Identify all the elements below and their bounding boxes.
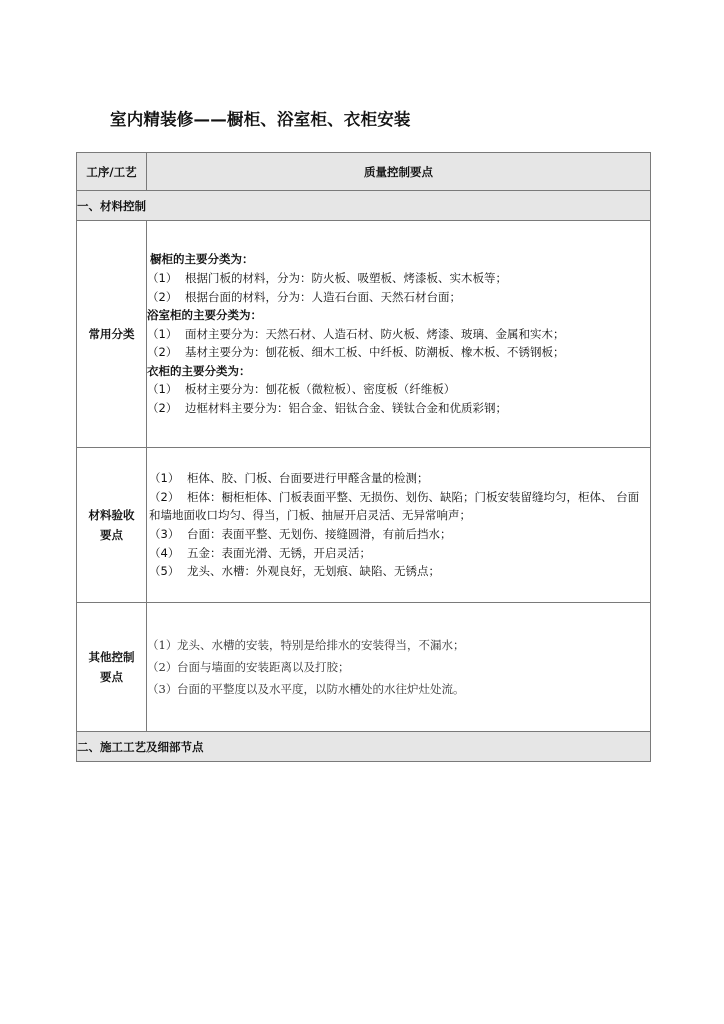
list-item: （1）龙头、水槽的安装，特别是给排水的安装得当，不漏水； bbox=[147, 638, 465, 652]
list-item: （1） 面材主要分为：天然石材、人造石材、防火板、烤漆、玻璃、金属和实木； bbox=[147, 326, 565, 341]
table-row-material-inspection bbox=[77, 448, 651, 603]
wardrobe-heading: 衣柜的主要分类为： bbox=[147, 363, 251, 378]
list-item: （2） 柜体：橱柜柜体、门板表面平整、无损伤、划伤、缺陷；门板安装留缝均匀，柜体、 台面和墙地面收口均匀、得当，门板、抽屉开启灵活、无异常响声； bbox=[149, 489, 640, 523]
list-item: （3） 台面：表面平整、无划伤、接缝圆滑，有前后挡水； bbox=[149, 527, 452, 541]
list-item: （1） 板材主要分为：刨花板（微粒板）、密度板（纤维板） bbox=[147, 382, 456, 397]
list-item: （2）台面与墙面的安装距离以及打胶； bbox=[147, 660, 350, 674]
section-row-material-control bbox=[77, 191, 651, 221]
row-label-common-categories: 常用分类 bbox=[77, 221, 147, 448]
list-item: （5） 龙头、水槽：外观良好，无划痕、缺陷、无锈点； bbox=[149, 564, 440, 579]
list-item: （2） 边框材料主要分为：铝合金、铝钛合金、镁钛合金和优质彩钢； bbox=[147, 401, 507, 416]
bath-cabinet-heading: 浴室柜的主要分类为： bbox=[147, 308, 262, 323]
list-item: （2） 根据台面的材料，分为：人造石台面、天然石材台面； bbox=[147, 289, 461, 304]
header-process: 工序/工艺 bbox=[77, 153, 147, 191]
list-item: （1） 根据门板的材料，分为：防火板、吸塑板、烤漆板、实木板等； bbox=[147, 270, 507, 285]
cabinet-heading: 橱柜的主要分类为： bbox=[150, 252, 254, 267]
row-content-material-inspection bbox=[147, 448, 651, 603]
row-label-other-control: 其他控制 要点 bbox=[77, 603, 147, 732]
section-title-material-control: 一、材料控制 bbox=[77, 191, 651, 221]
table-row-other-control bbox=[77, 603, 651, 732]
list-item: （2） 基材主要分为：刨花板、细木工板、中纤板、防潮板、橡木板、不锈钢板； bbox=[147, 345, 565, 360]
list-item: （3）台面的平整度以及水平度，以防水槽处的水往炉灶处流。 bbox=[147, 682, 465, 696]
row-label-material-inspection: 材料验收 要点 bbox=[77, 448, 147, 603]
quality-control-table bbox=[76, 152, 651, 762]
table-row-common-categories bbox=[77, 221, 651, 448]
list-item: （1） 柜体、胶、门板、台面要进行甲醛含量的检测； bbox=[149, 471, 429, 486]
section-row-construction-process bbox=[77, 732, 651, 762]
table-header-row bbox=[77, 153, 651, 191]
section-title-construction-process: 二、施工工艺及细部节点 bbox=[77, 732, 651, 762]
header-quality-points: 质量控制要点 bbox=[147, 153, 651, 191]
row-content-other-control bbox=[147, 603, 651, 732]
page-title: 室内精装修——橱柜、浴室柜、衣柜安装 bbox=[110, 110, 411, 129]
row-content-common-categories bbox=[147, 221, 651, 448]
list-item: （4） 五金：表面光滑、无锈，开启灵活； bbox=[149, 545, 371, 560]
